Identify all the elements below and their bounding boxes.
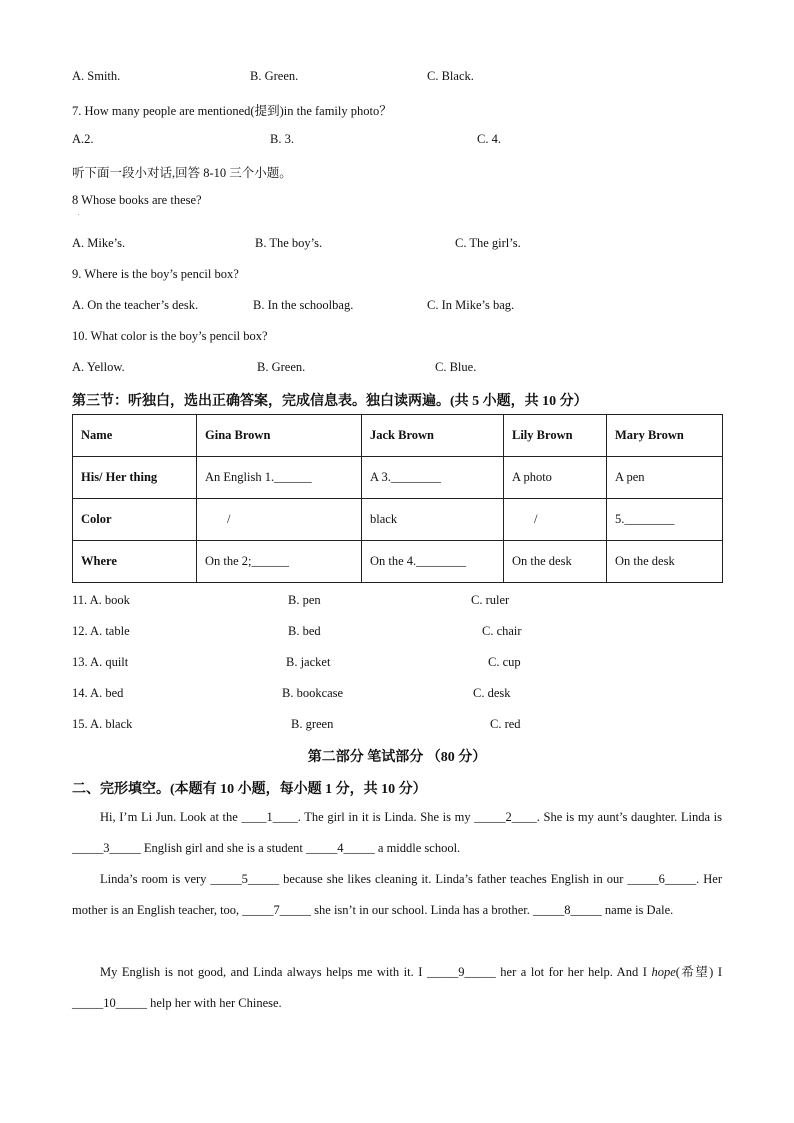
table-row — [73, 541, 723, 583]
q8-option-b: B. The boy’s. — [255, 236, 323, 250]
q6-option-a: A. Smith. — [72, 69, 121, 83]
q14-option-a: 14. A. bed — [72, 686, 124, 700]
q13-option-a: 13. A. quilt — [72, 655, 129, 669]
cloze-blank-4[interactable]: _____4_____ — [306, 841, 375, 855]
cloze-text: English girl and she is a student — [140, 841, 307, 855]
cloze-text: . She is my aunt’s daughter. Linda is — [536, 810, 722, 824]
table-row-label: Where — [73, 541, 197, 583]
q14-option-b: B. bookcase — [282, 686, 344, 700]
table-cell: On the 4.________ — [362, 541, 504, 583]
table-cell: A 3.________ — [362, 457, 504, 499]
cloze-paragraph-1 — [72, 802, 722, 864]
cloze-blank-9[interactable]: _____9_____ — [426, 965, 496, 979]
cloze-blank-1[interactable]: ____1____ — [241, 810, 298, 824]
table-cell: A photo — [504, 457, 607, 499]
q6-option-c: C. Black. — [427, 69, 474, 83]
table-row-label: Color — [73, 499, 197, 541]
table-header-row — [73, 415, 723, 457]
table-cell: A pen — [607, 457, 723, 499]
cloze-blank-6[interactable]: _____6_____ — [627, 872, 697, 886]
table-header-cell: Lily Brown — [504, 415, 607, 457]
cloze-blank-3[interactable]: _____3_____ — [72, 841, 141, 855]
cloze-blank-2[interactable]: _____2____ — [474, 810, 537, 824]
table-row — [73, 457, 723, 499]
table-cell: On the desk — [504, 541, 607, 583]
cloze-italic-word: hope — [651, 965, 676, 979]
table-cell: An English 1.______ — [197, 457, 362, 499]
cloze-text: Hi, I’m Li Jun. Look at the — [100, 810, 242, 824]
cloze-text: a middle school. — [374, 841, 461, 855]
table-cell: / — [197, 499, 362, 541]
cloze-text: because she likes cleaning it. Linda’s father teaches English in our — [279, 872, 628, 886]
cloze-text: (希望) I — [675, 965, 723, 979]
q6-option-b: B. Green. — [250, 69, 299, 83]
q9-question: 9. Where is the boy’s pencil box? — [72, 267, 239, 281]
table-cell: black — [362, 499, 504, 541]
part2-title: 第二部分 笔试部分 （80 分） — [307, 750, 487, 765]
table-cell: On the desk — [607, 541, 723, 583]
table-cell: On the 2;______ — [197, 541, 362, 583]
q10-option-b: B. Green. — [257, 360, 306, 374]
cloze-text: she isn’t in our school. Linda has a brother. — [311, 903, 534, 917]
q15-option-c: C. red — [490, 717, 521, 731]
q9-option-c: C. In Mike’s bag. — [427, 298, 515, 312]
q11-option-c: C. ruler — [471, 593, 510, 607]
q12-option-c: C. chair — [482, 624, 522, 638]
q15-option-a: 15. A. black — [72, 717, 133, 731]
q7-option-a: A.2. — [72, 132, 94, 146]
cloze-blank-8[interactable]: _____8_____ — [533, 903, 602, 917]
cloze-blank-5[interactable]: _____5_____ — [210, 872, 280, 886]
cloze-paragraph-3 — [72, 957, 722, 1019]
cloze-text: . The girl in it is Linda. She is my — [297, 810, 475, 824]
q8-question: 8 Whose books are these? — [72, 193, 202, 207]
table-header-cell: Name — [73, 415, 197, 457]
q7-option-b: B. 3. — [270, 132, 294, 146]
q13-option-c: C. cup — [488, 655, 521, 669]
cloze-text: . Her mother is an English teacher, too, — [72, 872, 722, 917]
q11-option-a: 11. A. book — [72, 593, 130, 607]
q12-option-a: 12. A. table — [72, 624, 130, 638]
decorative-dot: . — [78, 211, 80, 217]
cloze-text: name is Dale. — [601, 903, 674, 917]
q14-option-c: C. desk — [473, 686, 511, 700]
cloze-text: her a lot for her help. And I — [495, 965, 652, 979]
q12-option-b: B. bed — [288, 624, 321, 638]
q10-question: 10. What color is the boy’s pencil box? — [72, 329, 268, 343]
q15-option-b: B. green — [291, 717, 334, 731]
cloze-text: Linda’s room is very — [100, 872, 211, 886]
info-table — [72, 414, 723, 583]
cloze-text: help her with her Chinese. — [147, 996, 282, 1010]
cloze-text: My English is not good, and Linda always helps me with it. I — [100, 965, 427, 979]
table-row — [73, 499, 723, 541]
q10-option-a: A. Yellow. — [72, 360, 125, 374]
table-cell: / — [504, 499, 607, 541]
table-header-cell: Mary Brown — [607, 415, 723, 457]
cloze-paragraph-2 — [72, 864, 722, 926]
q9-option-b: B. In the schoolbag. — [253, 298, 354, 312]
cloze-title: 二、完形填空。(本题有 10 小题，每小题 1 分，共 10 分） — [72, 782, 427, 797]
cloze-blank-10[interactable]: _____10_____ — [72, 996, 147, 1010]
q8-option-a: A. Mike’s. — [72, 236, 126, 250]
table-header-cell: Gina Brown — [197, 415, 362, 457]
cloze-blank-7[interactable]: _____7_____ — [242, 903, 312, 917]
table-header-cell: Jack Brown — [362, 415, 504, 457]
q11-option-b: B. pen — [288, 593, 321, 607]
q9-option-a: A. On the teacher’s desk. — [72, 298, 199, 312]
q10-option-c: C. Blue. — [435, 360, 477, 374]
table-cell: 5.________ — [607, 499, 723, 541]
q13-option-b: B. jacket — [286, 655, 331, 669]
table-row-label: His/ Her thing — [73, 457, 197, 499]
dialogue-instruction: 听下面一段小对话,回答 8-10 三个小题。 — [72, 166, 292, 180]
section3-title: 第三节：听独白，选出正确答案，完成信息表。独白读两遍。(共 5 小题，共 10 分） — [72, 394, 588, 409]
q7-option-c: C. 4. — [477, 132, 501, 146]
q8-option-c: C. The girl’s. — [455, 236, 521, 250]
q7-question: 7. How many people are mentioned(提到)in the family photo？ — [72, 104, 392, 118]
